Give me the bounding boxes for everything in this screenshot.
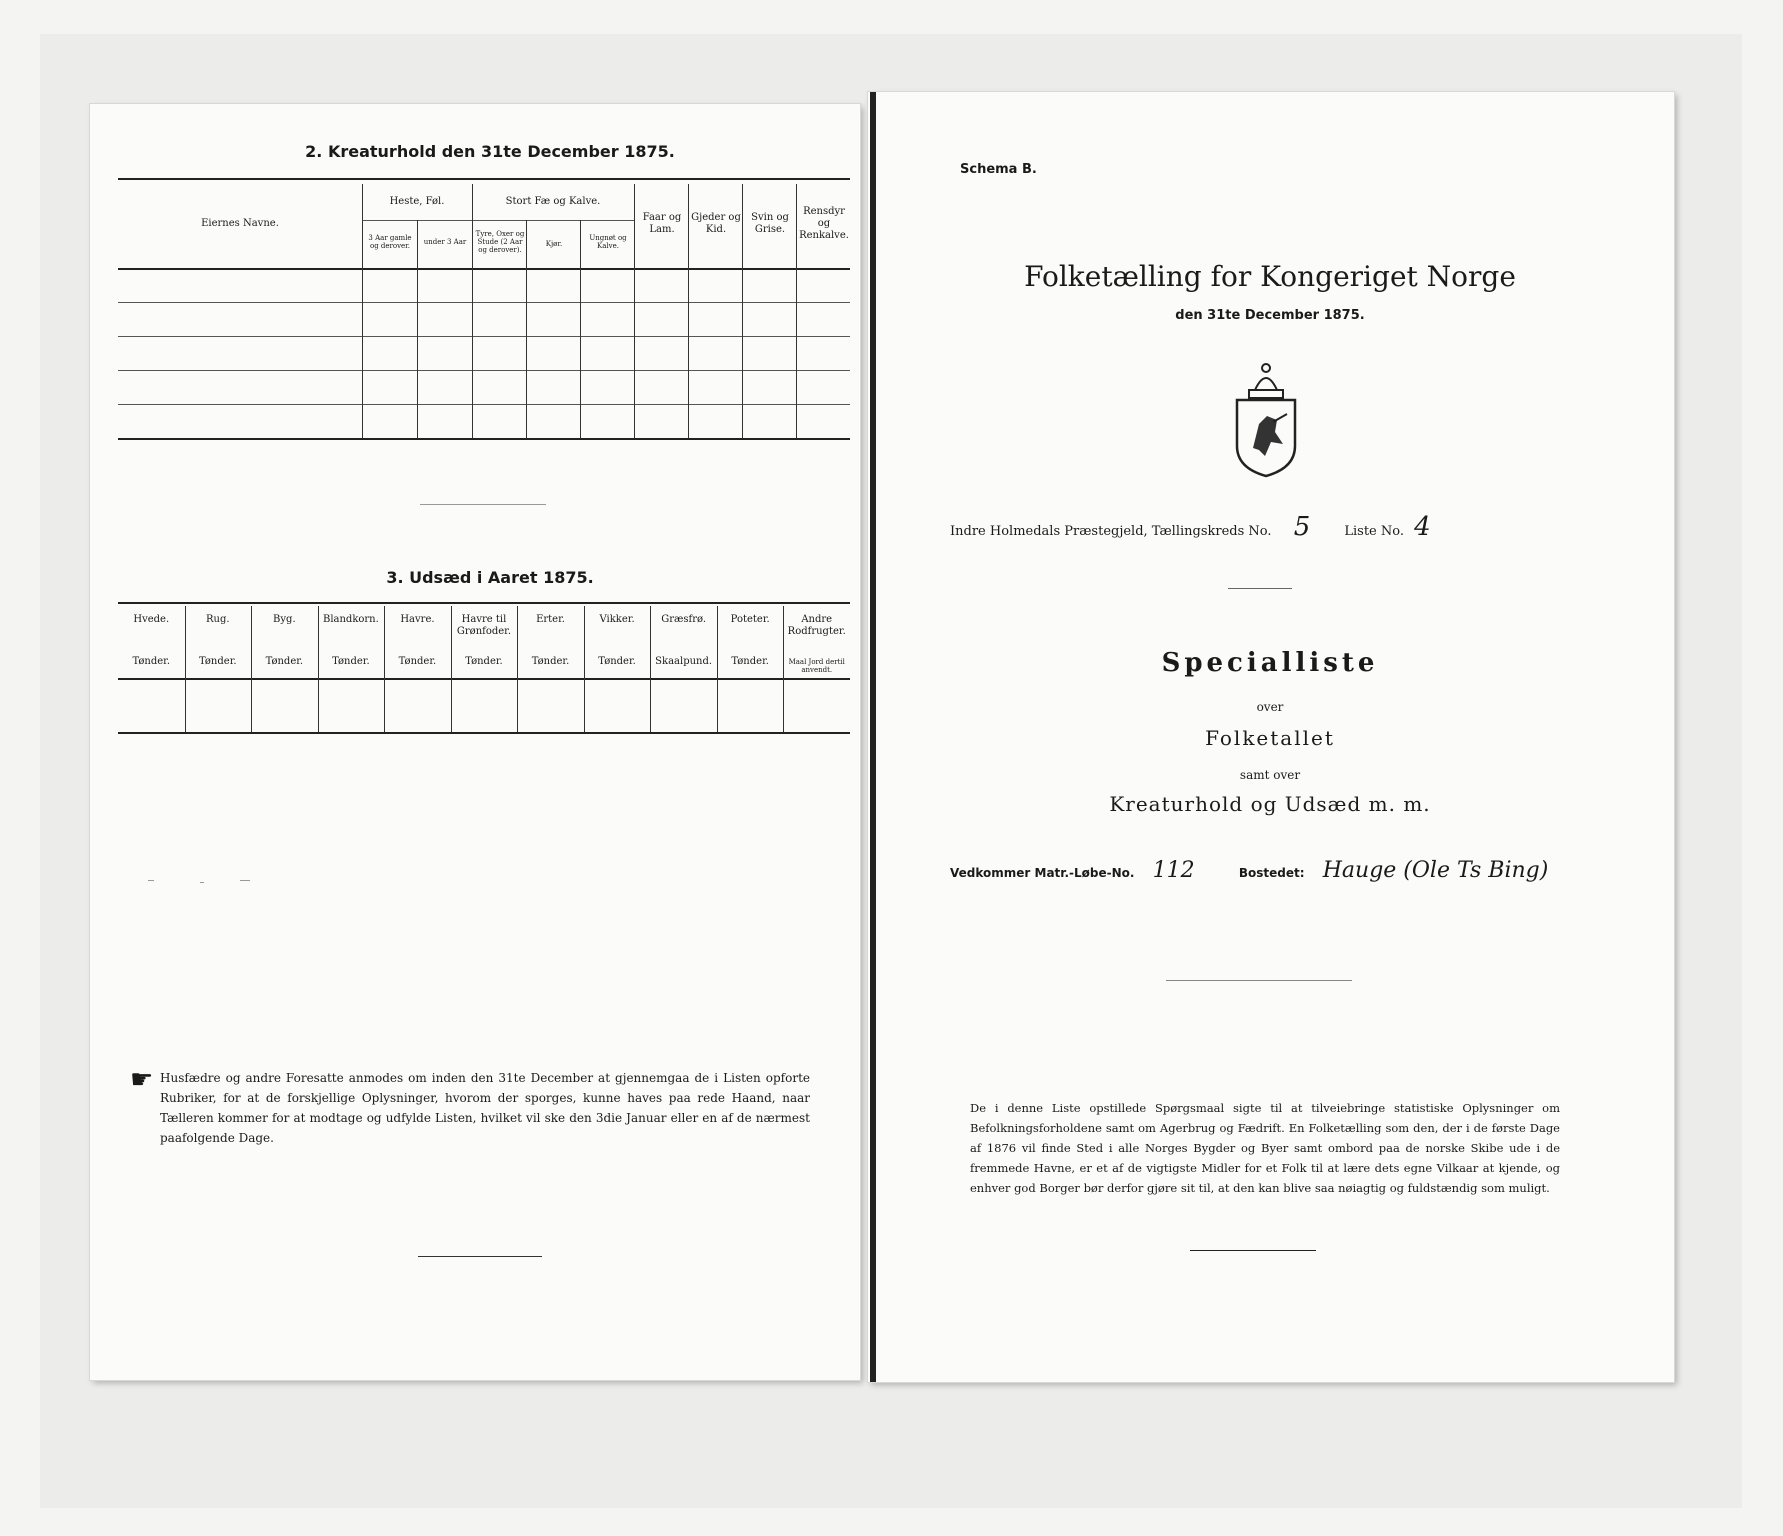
seed-col-unit: Tønder. bbox=[132, 656, 171, 667]
table3-vline bbox=[783, 606, 784, 732]
table3-top-rule bbox=[118, 602, 850, 604]
header-cattle-cows: Kjør. bbox=[545, 240, 563, 248]
liste-number: 4 bbox=[1414, 512, 1431, 542]
table2-vline bbox=[526, 220, 527, 438]
table2-top-rule bbox=[118, 178, 850, 180]
table3-bottom-rule bbox=[118, 732, 850, 734]
stray-mark bbox=[148, 880, 154, 881]
matr-line bbox=[950, 858, 1548, 883]
matr-number: 112 bbox=[1152, 858, 1195, 883]
footer-text: De i denne Liste opstillede Spørgsmaal sigte til at tilveiebringe statistiske Oplysninger om Befolkningsforholdene samt om Agerbrug og Fædrift. En Folketælling som den, der i de første Dage af 1876 vil finde Sted i alle Norges Bygder og Byer samt ombord paa de norske Skibe ude i de fremmede Havne, er et af de vigtigste Midler for et Folk til at lære dets egne Vilkaar at kjende, og enhver god Borger bør derfor gjøre sit til, at den kan blive saa nøiagtig og fuldstændig som muligt. bbox=[970, 1101, 1560, 1195]
header-horses-3yr: 3 Aar gamle og derover. bbox=[368, 234, 412, 250]
liste-label: Liste No. bbox=[1344, 524, 1404, 539]
header-cattle-bulls: Tyre, Oxer og Stude (2 Aar og derover). bbox=[475, 230, 525, 254]
seed-col-unit: Tønder. bbox=[531, 656, 570, 667]
stray-mark bbox=[240, 880, 250, 881]
seed-col-unit: Tønder. bbox=[398, 656, 437, 667]
header-sheep: Faar og Lam. bbox=[642, 212, 682, 235]
kreaturhold-heading: Kreaturhold og Udsæd m. m. bbox=[1109, 792, 1431, 816]
seed-col-name: Byg. bbox=[273, 614, 296, 625]
divider bbox=[1166, 980, 1352, 981]
bosted-label: Bostedet: bbox=[1238, 866, 1305, 880]
matr-label: Vedkommer Matr.-Løbe-No. bbox=[950, 866, 1135, 880]
table3-vline bbox=[451, 606, 452, 732]
table2-vline bbox=[796, 184, 797, 438]
folketallet-heading: Folketallet bbox=[1205, 726, 1335, 750]
seed-col-name: Andre Rodfrugter. bbox=[787, 614, 846, 637]
seed-col-name: Havre. bbox=[400, 614, 435, 625]
kreds-number: 5 bbox=[1293, 512, 1311, 542]
table3-vline bbox=[318, 606, 319, 732]
schema-label: Schema B. bbox=[960, 162, 1037, 177]
table2-vline bbox=[742, 184, 743, 438]
samt-over-text: samt over bbox=[1239, 768, 1301, 782]
table3-vline bbox=[650, 606, 651, 732]
specialliste-heading: Specialliste bbox=[1161, 648, 1379, 678]
end-rule bbox=[418, 1256, 542, 1257]
seed-col-name: Poteter. bbox=[730, 614, 770, 625]
header-reindeer: Rensdyr og Renkalve. bbox=[799, 206, 849, 241]
seed-col-unit: Tønder. bbox=[332, 656, 370, 667]
table3-vline bbox=[185, 606, 186, 732]
seed-col-unit: Tønder. bbox=[265, 656, 304, 667]
end-rule bbox=[1190, 1250, 1316, 1251]
table3-vline bbox=[584, 606, 585, 732]
left-page bbox=[90, 104, 860, 1380]
parish-line bbox=[950, 512, 1431, 542]
header-pigs: Svin og Grise. bbox=[751, 212, 789, 235]
bosted-value: Hauge (Ole Ts Bing) bbox=[1322, 858, 1549, 883]
seed-col-unit: Tønder. bbox=[465, 656, 503, 667]
table2-vline bbox=[417, 220, 418, 438]
seed-col-name: Vikker. bbox=[599, 614, 635, 625]
census-date: den 31te December 1875. bbox=[1175, 308, 1365, 323]
seed-col-unit: Skaalpund. bbox=[655, 656, 713, 667]
table3-vline bbox=[384, 606, 385, 732]
table2-header-rule bbox=[118, 268, 850, 270]
divider bbox=[420, 504, 546, 505]
pointing-hand-icon: ☛ bbox=[130, 1065, 154, 1095]
table2-vline bbox=[362, 184, 363, 438]
over-text: over bbox=[1256, 700, 1284, 714]
page-spine bbox=[870, 92, 876, 1382]
notice-text: Husfædre og andre Foresatte anmodes om inden den 31te December at gjennemgaa de i Listen opforte Rubriker, for at de forskjellige Oplysninger, hvorom der sporges, kunne haves paa rede Haand, naar Tælleren kommer for at modtage og udfylde Listen, hvilket vil ske den 3die Januar eller en af de nærmest paafolgende Dage. bbox=[160, 1071, 810, 1145]
header-cattle: Stort Fæ og Kalve. bbox=[505, 196, 601, 207]
census-title: Folketælling for Kongeriget Norge bbox=[1024, 260, 1516, 293]
parish-label: Indre Holmedals Præstegjeld, Tællingskreds No. bbox=[950, 524, 1272, 539]
seed-col-name: Hvede. bbox=[133, 614, 170, 625]
table2-vline bbox=[472, 184, 473, 438]
section2-title: 2. Kreaturhold den 31te December 1875. bbox=[305, 142, 675, 161]
header-owners: Eiernes Navne. bbox=[201, 218, 279, 229]
table3-vline bbox=[251, 606, 252, 732]
header-cattle-young: Ungnøt og Kalve. bbox=[589, 234, 627, 250]
seed-col-unit: Tønder. bbox=[731, 656, 769, 667]
table3-vline bbox=[517, 606, 518, 732]
seed-col-unit: Tønder. bbox=[598, 656, 636, 667]
seed-col-name: Erter. bbox=[536, 614, 565, 625]
seed-col-unit: Tønder. bbox=[199, 656, 237, 667]
table3-vline bbox=[717, 606, 718, 732]
table2-vline bbox=[580, 220, 581, 438]
seed-col-name: Græsfrø. bbox=[661, 614, 707, 625]
table2-row bbox=[118, 302, 850, 303]
norwegian-coat-of-arms-icon bbox=[1225, 360, 1307, 480]
header-horses: Heste, Føl. bbox=[389, 196, 445, 207]
header-goats: Gjeder og Kid. bbox=[691, 212, 741, 235]
seed-col-name: Havre til Grønfoder. bbox=[456, 614, 512, 637]
divider bbox=[1228, 588, 1292, 589]
table3-header-rule bbox=[118, 678, 850, 680]
table2-row bbox=[118, 404, 850, 405]
table2-row bbox=[118, 370, 850, 371]
seed-col-name: Rug. bbox=[206, 614, 230, 625]
section3-title: 3. Udsæd i Aaret 1875. bbox=[386, 568, 594, 587]
stray-mark bbox=[200, 882, 204, 883]
table2-vline bbox=[634, 184, 635, 438]
header-horses-under3: under 3 Aar bbox=[423, 238, 467, 246]
seed-col-unit: Maal Jord dertil anvendt. bbox=[788, 658, 845, 674]
table2-bottom-rule bbox=[118, 438, 850, 440]
cattle-sub-rule bbox=[472, 220, 634, 221]
table2-row bbox=[118, 336, 850, 337]
table2-vline bbox=[688, 184, 689, 438]
seed-col-name: Blandkorn. bbox=[322, 614, 379, 625]
